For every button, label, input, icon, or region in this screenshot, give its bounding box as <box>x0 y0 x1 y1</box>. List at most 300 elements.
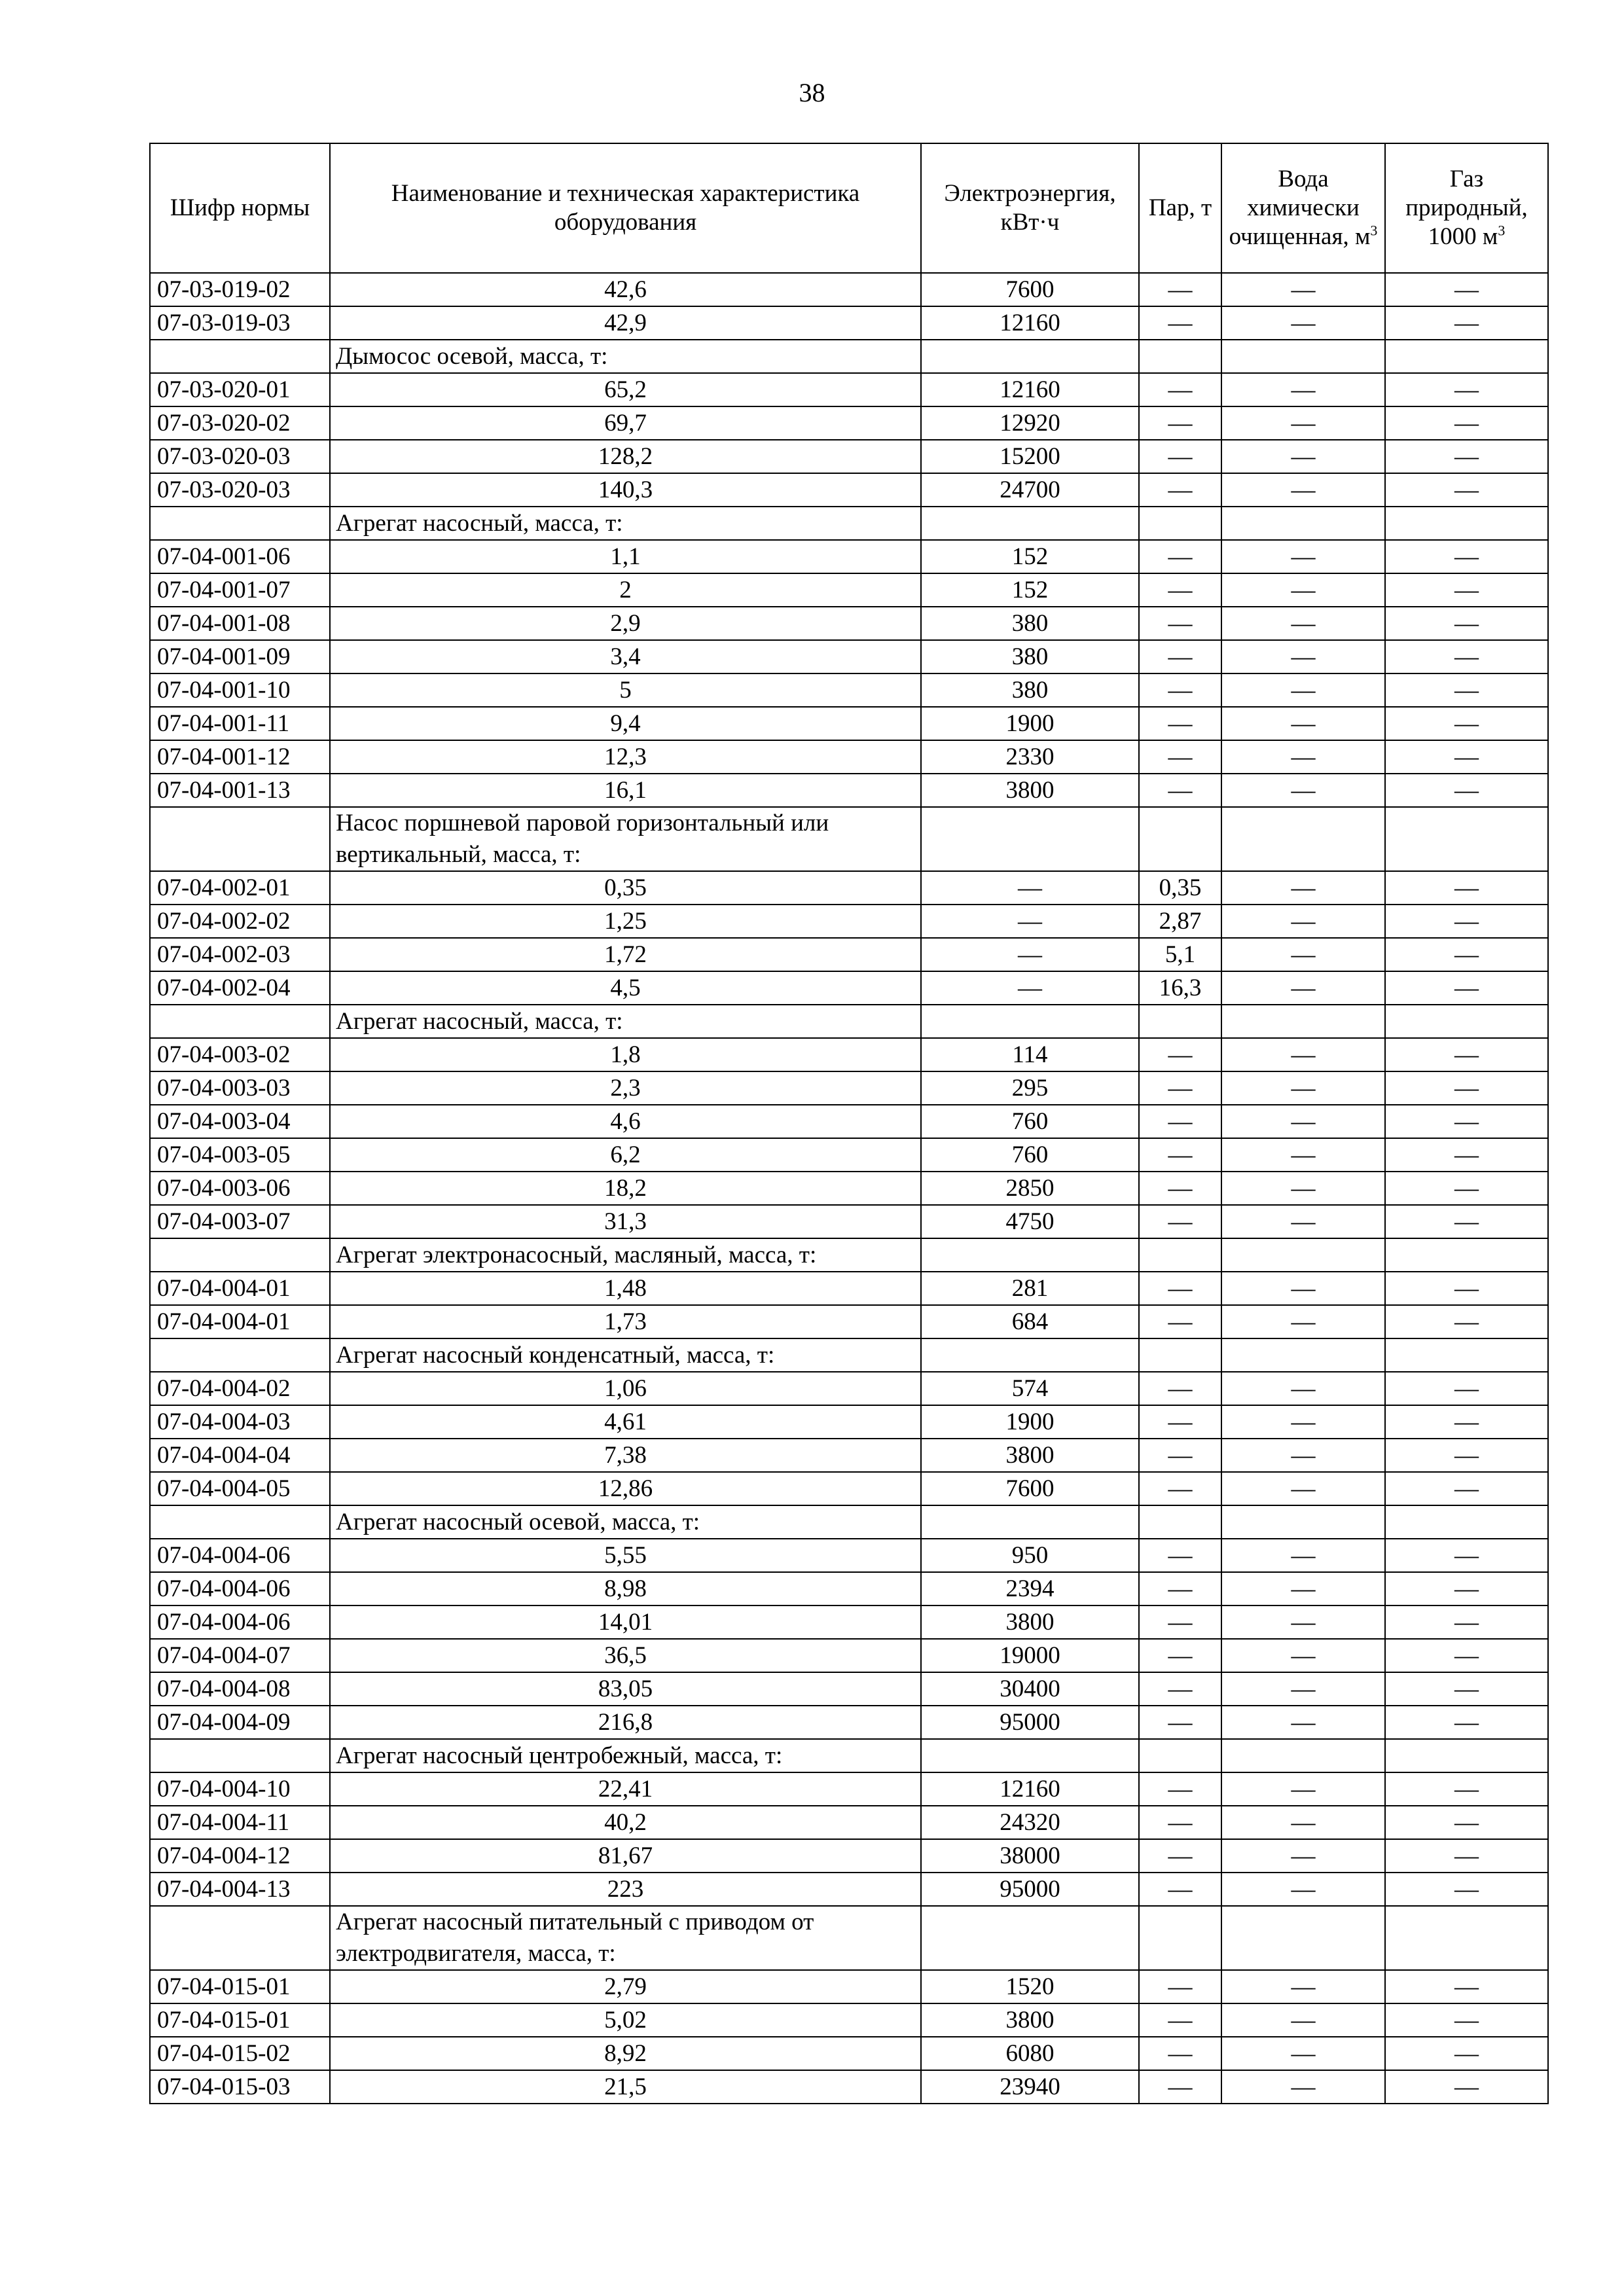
header-gas-sup: 3 <box>1498 222 1506 239</box>
page-number: 38 <box>799 78 825 107</box>
cell-water: — <box>1221 540 1385 573</box>
empty-cell <box>1221 1505 1385 1539</box>
cell-name: 4,61 <box>330 1405 921 1439</box>
cell-water: — <box>1221 971 1385 1005</box>
empty-cell <box>1385 1238 1548 1272</box>
cell-electricity: 24700 <box>921 473 1139 507</box>
cell-steam: — <box>1139 1372 1221 1405</box>
cell-gas: — <box>1385 740 1548 774</box>
cell-electricity: 1900 <box>921 1405 1139 1439</box>
table-row <box>150 1405 1548 1439</box>
cell-name: 69,7 <box>330 406 921 440</box>
cell-water: — <box>1221 1572 1385 1605</box>
cell-code: 07-03-019-03 <box>150 306 330 340</box>
cell-electricity: 3800 <box>921 774 1139 807</box>
cell-electricity: 19000 <box>921 1639 1139 1672</box>
group-label: Агрегат насосный центробежный, масса, т: <box>330 1739 921 1772</box>
group-header-row <box>150 1005 1548 1038</box>
cell-electricity: 3800 <box>921 1605 1139 1639</box>
table-row <box>150 540 1548 573</box>
cell-name: 22,41 <box>330 1772 921 1806</box>
table-row <box>150 938 1548 971</box>
cell-electricity: 684 <box>921 1305 1139 1338</box>
cell-name: 16,1 <box>330 774 921 807</box>
table-row <box>150 440 1548 473</box>
cell-gas: — <box>1385 1572 1548 1605</box>
cell-code: 07-03-020-03 <box>150 473 330 507</box>
header-gas <box>1385 143 1548 273</box>
empty-cell <box>1139 507 1221 540</box>
cell-name: 2,9 <box>330 607 921 640</box>
cell-name: 14,01 <box>330 1605 921 1639</box>
cell-water: — <box>1221 740 1385 774</box>
cell-name: 2,79 <box>330 1970 921 2003</box>
cell-gas: — <box>1385 1605 1548 1639</box>
cell-name: 36,5 <box>330 1639 921 1672</box>
empty-cell <box>150 507 330 540</box>
cell-code: 07-04-003-06 <box>150 1172 330 1205</box>
cell-name: 40,2 <box>330 1806 921 1839</box>
table-row <box>150 2037 1548 2070</box>
empty-cell <box>1385 340 1548 373</box>
table-row <box>150 640 1548 673</box>
header-name: Наименование и техническая характеристика оборудования <box>330 143 921 273</box>
cell-water: — <box>1221 473 1385 507</box>
table-row <box>150 1806 1548 1839</box>
cell-name: 140,3 <box>330 473 921 507</box>
table-row <box>150 1706 1548 1739</box>
empty-cell <box>1385 1739 1548 1772</box>
cell-water: — <box>1221 1706 1385 1739</box>
cell-water: — <box>1221 1172 1385 1205</box>
cell-electricity: 30400 <box>921 1672 1139 1706</box>
cell-steam: 0,35 <box>1139 871 1221 905</box>
cell-electricity: 114 <box>921 1038 1139 1071</box>
empty-cell <box>150 807 330 871</box>
cell-electricity: 12160 <box>921 373 1139 406</box>
group-label: Агрегат электронасосный, масляный, масса, т: <box>330 1238 921 1272</box>
cell-steam: — <box>1139 673 1221 707</box>
empty-cell <box>1221 1338 1385 1372</box>
cell-gas: — <box>1385 440 1548 473</box>
cell-steam: — <box>1139 1472 1221 1505</box>
cell-name: 5,02 <box>330 2003 921 2037</box>
cell-electricity: — <box>921 971 1139 1005</box>
cell-name: 42,6 <box>330 273 921 306</box>
cell-gas: — <box>1385 1639 1548 1672</box>
cell-electricity: 12160 <box>921 1772 1139 1806</box>
table-row <box>150 306 1548 340</box>
empty-cell <box>921 1739 1139 1772</box>
cell-steam: — <box>1139 1806 1221 1839</box>
cell-electricity: 2394 <box>921 1572 1139 1605</box>
cell-code: 07-04-004-01 <box>150 1305 330 1338</box>
header-row <box>150 143 1548 273</box>
cell-gas: — <box>1385 1405 1548 1439</box>
cell-electricity: 24320 <box>921 1806 1139 1839</box>
cell-water: — <box>1221 607 1385 640</box>
cell-steam: — <box>1139 406 1221 440</box>
cell-steam: — <box>1139 1605 1221 1639</box>
cell-name: 3,4 <box>330 640 921 673</box>
cell-electricity: 7600 <box>921 273 1139 306</box>
cell-steam: — <box>1139 1105 1221 1138</box>
cell-electricity: 23940 <box>921 2070 1139 2104</box>
cell-water: — <box>1221 1639 1385 1672</box>
cell-water: — <box>1221 1138 1385 1172</box>
cell-water: — <box>1221 1839 1385 1873</box>
cell-water: — <box>1221 1970 1385 2003</box>
cell-gas: — <box>1385 306 1548 340</box>
cell-gas: — <box>1385 707 1548 740</box>
cell-steam: — <box>1139 1439 1221 1472</box>
cell-code: 07-04-015-01 <box>150 2003 330 2037</box>
empty-cell <box>1139 1238 1221 1272</box>
empty-cell <box>1385 1505 1548 1539</box>
cell-gas: — <box>1385 2037 1548 2070</box>
empty-cell <box>921 507 1139 540</box>
cell-name: 1,25 <box>330 905 921 938</box>
cell-name: 8,92 <box>330 2037 921 2070</box>
cell-water: — <box>1221 273 1385 306</box>
cell-electricity: — <box>921 871 1139 905</box>
header-steam: Пар, т <box>1139 143 1221 273</box>
cell-gas: — <box>1385 1672 1548 1706</box>
cell-steam: — <box>1139 1639 1221 1672</box>
group-label: Агрегат насосный осевой, масса, т: <box>330 1505 921 1539</box>
cell-steam: — <box>1139 306 1221 340</box>
empty-cell <box>1139 1906 1221 1970</box>
cell-gas: — <box>1385 774 1548 807</box>
cell-water: — <box>1221 573 1385 607</box>
cell-steam: — <box>1139 1305 1221 1338</box>
table-row <box>150 740 1548 774</box>
cell-name: 5 <box>330 673 921 707</box>
cell-code: 07-04-004-06 <box>150 1572 330 1605</box>
cell-water: — <box>1221 2070 1385 2104</box>
cell-water: — <box>1221 1672 1385 1706</box>
cell-name: 1,8 <box>330 1038 921 1071</box>
cell-steam: — <box>1139 1873 1221 1906</box>
cell-water: — <box>1221 1105 1385 1138</box>
cell-name: 0,35 <box>330 871 921 905</box>
empty-cell <box>1139 340 1221 373</box>
cell-name: 1,1 <box>330 540 921 573</box>
empty-cell <box>1139 1338 1221 1372</box>
cell-steam: — <box>1139 774 1221 807</box>
cell-steam: — <box>1139 640 1221 673</box>
cell-gas: — <box>1385 2070 1548 2104</box>
cell-name: 81,67 <box>330 1839 921 1873</box>
header-code: Шифр нормы <box>150 143 330 273</box>
cell-code: 07-04-004-10 <box>150 1772 330 1806</box>
cell-electricity: 1520 <box>921 1970 1139 2003</box>
empty-cell <box>921 1505 1139 1539</box>
table-row <box>150 774 1548 807</box>
cell-electricity: 152 <box>921 573 1139 607</box>
cell-gas: — <box>1385 1970 1548 2003</box>
table-body <box>150 273 1548 2104</box>
cell-water: — <box>1221 1205 1385 1238</box>
cell-water: — <box>1221 1405 1385 1439</box>
cell-name: 65,2 <box>330 373 921 406</box>
cell-water: — <box>1221 1439 1385 1472</box>
cell-water: — <box>1221 373 1385 406</box>
cell-electricity: 15200 <box>921 440 1139 473</box>
cell-steam: — <box>1139 1205 1221 1238</box>
cell-code: 07-04-004-07 <box>150 1639 330 1672</box>
table-row <box>150 1138 1548 1172</box>
cell-water: — <box>1221 673 1385 707</box>
cell-name: 1,72 <box>330 938 921 971</box>
cell-water: — <box>1221 640 1385 673</box>
header-water-text: Вода химически очищенная, м <box>1229 166 1371 250</box>
empty-cell <box>150 340 330 373</box>
table-row <box>150 971 1548 1005</box>
cell-gas: — <box>1385 1873 1548 1906</box>
cell-name: 12,3 <box>330 740 921 774</box>
cell-water: — <box>1221 2037 1385 2070</box>
group-header-row <box>150 1906 1548 1970</box>
cell-code: 07-04-004-01 <box>150 1272 330 1305</box>
table-row <box>150 373 1548 406</box>
cell-code: 07-04-003-07 <box>150 1205 330 1238</box>
cell-water: — <box>1221 1605 1385 1639</box>
cell-gas: — <box>1385 640 1548 673</box>
cell-electricity: 95000 <box>921 1873 1139 1906</box>
cell-gas: — <box>1385 1272 1548 1305</box>
group-header-row <box>150 507 1548 540</box>
empty-cell <box>1385 807 1548 871</box>
cell-name: 1,06 <box>330 1372 921 1405</box>
empty-cell <box>921 1238 1139 1272</box>
table-row <box>150 607 1548 640</box>
cell-electricity: 152 <box>921 540 1139 573</box>
table-row <box>150 1372 1548 1405</box>
cell-gas: — <box>1385 1706 1548 1739</box>
table-row <box>150 1071 1548 1105</box>
cell-name: 12,86 <box>330 1472 921 1505</box>
table-row <box>150 707 1548 740</box>
table-row <box>150 2070 1548 2104</box>
cell-code: 07-03-020-03 <box>150 440 330 473</box>
empty-cell <box>1221 1739 1385 1772</box>
cell-water: — <box>1221 1272 1385 1305</box>
cell-water: — <box>1221 1539 1385 1572</box>
empty-cell <box>921 807 1139 871</box>
cell-electricity: 380 <box>921 673 1139 707</box>
cell-electricity: — <box>921 905 1139 938</box>
cell-name: 5,55 <box>330 1539 921 1572</box>
cell-code: 07-04-004-09 <box>150 1706 330 1739</box>
empty-cell <box>150 1005 330 1038</box>
empty-cell <box>1139 807 1221 871</box>
cell-water: — <box>1221 1372 1385 1405</box>
group-label: Агрегат насосный, масса, т: <box>330 507 921 540</box>
table-row <box>150 273 1548 306</box>
cell-steam: — <box>1139 273 1221 306</box>
cell-steam: — <box>1139 1672 1221 1706</box>
cell-electricity: 12160 <box>921 306 1139 340</box>
cell-steam: — <box>1139 1405 1221 1439</box>
group-header-row <box>150 1505 1548 1539</box>
group-header-row <box>150 807 1548 871</box>
cell-water: — <box>1221 1305 1385 1338</box>
empty-cell <box>1139 1005 1221 1038</box>
cell-code: 07-04-004-02 <box>150 1372 330 1405</box>
cell-gas: — <box>1385 1172 1548 1205</box>
cell-steam: — <box>1139 373 1221 406</box>
table-row <box>150 1572 1548 1605</box>
cell-gas: — <box>1385 1772 1548 1806</box>
cell-code: 07-04-004-03 <box>150 1405 330 1439</box>
cell-gas: — <box>1385 871 1548 905</box>
cell-code: 07-04-001-10 <box>150 673 330 707</box>
cell-water: — <box>1221 1038 1385 1071</box>
cell-electricity: 12920 <box>921 406 1139 440</box>
empty-cell <box>1221 807 1385 871</box>
cell-gas: — <box>1385 1138 1548 1172</box>
cell-gas: — <box>1385 540 1548 573</box>
table-row <box>150 1772 1548 1806</box>
table-row <box>150 1873 1548 1906</box>
cell-electricity: 380 <box>921 640 1139 673</box>
cell-gas: — <box>1385 1205 1548 1238</box>
cell-code: 07-04-002-01 <box>150 871 330 905</box>
cell-name: 4,6 <box>330 1105 921 1138</box>
header-gas-text: Газ природный, 1000 м <box>1405 166 1528 250</box>
cell-name: 216,8 <box>330 1706 921 1739</box>
cell-name: 2 <box>330 573 921 607</box>
cell-name: 42,9 <box>330 306 921 340</box>
cell-gas: — <box>1385 1372 1548 1405</box>
group-label: Агрегат насосный питательный с приводом от электродвигателя, масса, т: <box>330 1906 921 1970</box>
table-row <box>150 1539 1548 1572</box>
empty-cell <box>1139 1739 1221 1772</box>
cell-water: — <box>1221 1472 1385 1505</box>
cell-electricity: 950 <box>921 1539 1139 1572</box>
cell-electricity: 3800 <box>921 1439 1139 1472</box>
cell-gas: — <box>1385 373 1548 406</box>
cell-steam: — <box>1139 2003 1221 2037</box>
cell-code: 07-04-003-04 <box>150 1105 330 1138</box>
cell-steam: — <box>1139 740 1221 774</box>
cell-gas: — <box>1385 2003 1548 2037</box>
cell-name: 31,3 <box>330 1205 921 1238</box>
empty-cell <box>150 1739 330 1772</box>
cell-gas: — <box>1385 1038 1548 1071</box>
cell-steam: — <box>1139 573 1221 607</box>
cell-water: — <box>1221 1772 1385 1806</box>
cell-code: 07-04-015-03 <box>150 2070 330 2104</box>
group-label: Агрегат насосный конденсатный, масса, т: <box>330 1338 921 1372</box>
cell-code: 07-04-004-04 <box>150 1439 330 1472</box>
cell-water: — <box>1221 871 1385 905</box>
cell-gas: — <box>1385 573 1548 607</box>
cell-electricity: 6080 <box>921 2037 1139 2070</box>
cell-code: 07-04-001-13 <box>150 774 330 807</box>
cell-gas: — <box>1385 273 1548 306</box>
cell-water: — <box>1221 2003 1385 2037</box>
cell-water: — <box>1221 1873 1385 1906</box>
cell-code: 07-04-002-02 <box>150 905 330 938</box>
cell-name: 1,73 <box>330 1305 921 1338</box>
cell-steam: 5,1 <box>1139 938 1221 971</box>
cell-code: 07-04-001-06 <box>150 540 330 573</box>
cell-electricity: 38000 <box>921 1839 1139 1873</box>
header-water-sup: 3 <box>1370 222 1378 239</box>
cell-gas: — <box>1385 673 1548 707</box>
empty-cell <box>1385 1338 1548 1372</box>
table-row <box>150 1205 1548 1238</box>
cell-code: 07-03-019-02 <box>150 273 330 306</box>
cell-gas: — <box>1385 1105 1548 1138</box>
group-label: Насос поршневой паровой горизонтальный или вертикальный, масса, т: <box>330 807 921 871</box>
cell-steam: — <box>1139 2070 1221 2104</box>
cell-name: 2,3 <box>330 1071 921 1105</box>
table-row <box>150 1839 1548 1873</box>
cell-code: 07-04-003-02 <box>150 1038 330 1071</box>
header-electricity: Электроэнергия, кВт·ч <box>921 143 1139 273</box>
empty-cell <box>1385 1005 1548 1038</box>
empty-cell <box>150 1338 330 1372</box>
empty-cell <box>150 1505 330 1539</box>
cell-gas: — <box>1385 1472 1548 1505</box>
table-row <box>150 573 1548 607</box>
table-row <box>150 1672 1548 1706</box>
cell-gas: — <box>1385 938 1548 971</box>
cell-electricity: 2330 <box>921 740 1139 774</box>
empty-cell <box>1221 1005 1385 1038</box>
cell-steam: — <box>1139 1071 1221 1105</box>
cell-water: — <box>1221 440 1385 473</box>
table-row <box>150 1172 1548 1205</box>
cell-steam: — <box>1139 1970 1221 2003</box>
cell-steam: 2,87 <box>1139 905 1221 938</box>
cell-code: 07-04-003-03 <box>150 1071 330 1105</box>
cell-steam: 16,3 <box>1139 971 1221 1005</box>
cell-steam: — <box>1139 2037 1221 2070</box>
table-row <box>150 1105 1548 1138</box>
cell-electricity: 7600 <box>921 1472 1139 1505</box>
empty-cell <box>1385 507 1548 540</box>
table-row <box>150 1038 1548 1071</box>
cell-code: 07-04-001-12 <box>150 740 330 774</box>
cell-name: 83,05 <box>330 1672 921 1706</box>
cell-steam: — <box>1139 1038 1221 1071</box>
cell-steam: — <box>1139 1539 1221 1572</box>
cell-steam: — <box>1139 1138 1221 1172</box>
cell-code: 07-04-004-06 <box>150 1605 330 1639</box>
cell-name: 21,5 <box>330 2070 921 2104</box>
cell-water: — <box>1221 306 1385 340</box>
cell-code: 07-03-020-01 <box>150 373 330 406</box>
cell-code: 07-04-015-01 <box>150 1970 330 2003</box>
group-label: Дымосос осевой, масса, т: <box>330 340 921 373</box>
cell-gas: — <box>1385 1305 1548 1338</box>
cell-steam: — <box>1139 1706 1221 1739</box>
empty-cell <box>921 1338 1139 1372</box>
cell-electricity: 295 <box>921 1071 1139 1105</box>
cell-name: 223 <box>330 1873 921 1906</box>
empty-cell <box>921 340 1139 373</box>
cell-water: — <box>1221 1071 1385 1105</box>
cell-steam: — <box>1139 473 1221 507</box>
cell-code: 07-04-001-09 <box>150 640 330 673</box>
cell-electricity: 95000 <box>921 1706 1139 1739</box>
cell-code: 07-04-004-11 <box>150 1806 330 1839</box>
cell-steam: — <box>1139 607 1221 640</box>
